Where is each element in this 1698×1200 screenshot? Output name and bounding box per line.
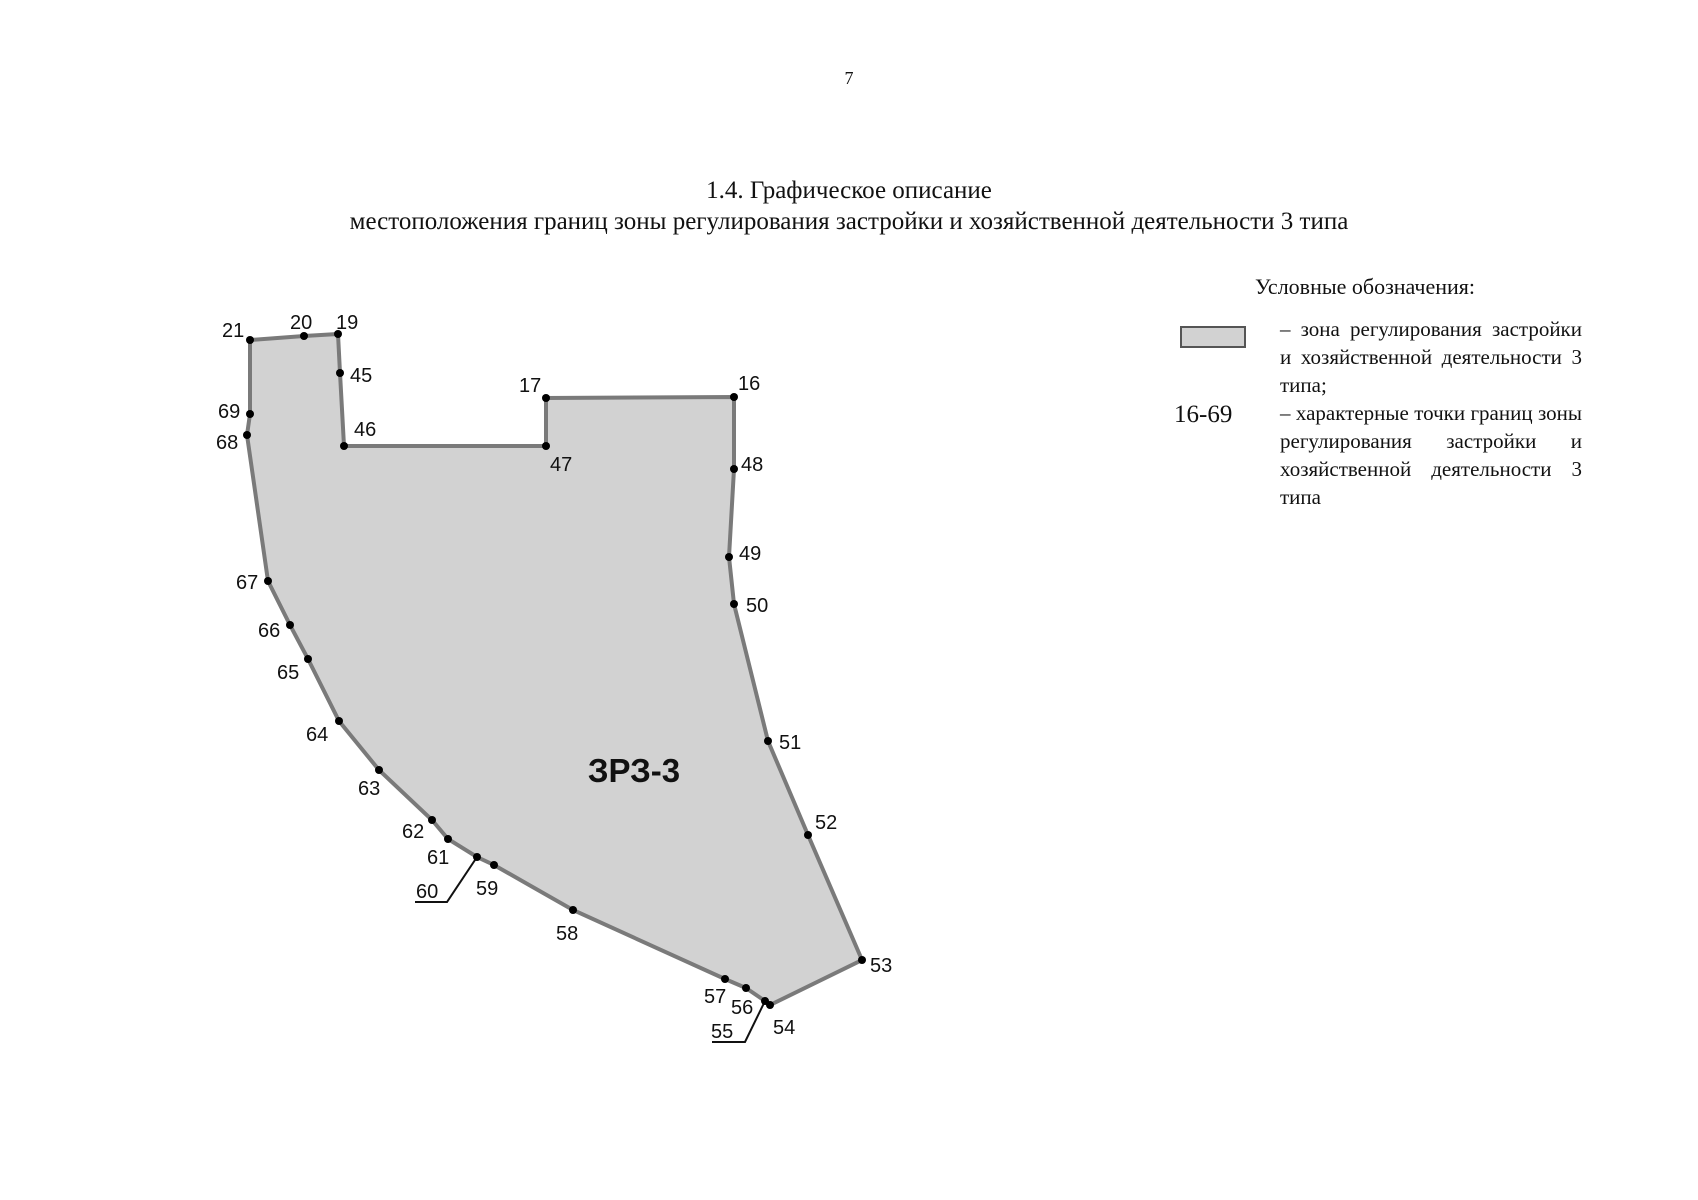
point-label-45: 45 [350,365,373,387]
point-label-67: 67 [236,572,259,594]
point-label-58: 58 [556,923,579,945]
point-label-59: 59 [476,878,499,900]
vertex-dot-67 [264,577,272,585]
vertex-dot-46 [340,442,348,450]
point-label-16: 16 [738,373,761,395]
point-label-55: 55 [711,1021,734,1043]
point-label-52: 52 [815,812,838,834]
title-line-2: местоположения границ зоны регулирования застройки и хозяйственной деятельности 3 типа [349,208,1349,235]
point-label-47: 47 [550,454,573,476]
point-label-57: 57 [704,986,727,1008]
point-label-51: 51 [779,732,802,754]
point-label-20: 20 [290,312,313,334]
vertex-dot-62 [428,816,436,824]
vertex-dot-64 [335,717,343,725]
legend-points-text: – характерные точки границ зоны регулирования застройки и хозяйственной деятельности 3 типа [1280,401,1582,509]
point-label-60: 60 [416,881,439,903]
vertex-dot-66 [286,621,294,629]
zone-label: ЗРЗ-3 [587,752,681,789]
point-label-62: 62 [402,821,425,843]
vertex-dot-48 [730,465,738,473]
point-label-54: 54 [773,1017,796,1039]
point-label-48: 48 [741,454,764,476]
legend-title: Условные обозначения: [1255,274,1476,299]
vertex-dot-53 [858,956,866,964]
vertex-dot-52 [804,831,812,839]
vertex-dot-49 [725,553,733,561]
page-number: 7 [844,68,854,88]
vertex-dot-68 [243,431,251,439]
title-line-1: 1.4. Графическое описание [706,177,992,204]
vertex-dot-51 [764,737,772,745]
point-label-65: 65 [277,662,300,684]
point-label-17: 17 [519,375,542,397]
vertex-dot-56 [742,984,750,992]
vertex-dot-17 [542,394,550,402]
point-label-46: 46 [354,419,377,441]
vertex-dot-58 [569,906,577,914]
vertex-dot-59 [490,861,498,869]
vertex-dot-61 [444,835,452,843]
vertex-dot-21 [246,336,254,344]
vertex-dot-65 [304,655,312,663]
point-label-61: 61 [427,847,450,869]
vertex-dot-16 [730,393,738,401]
point-label-68: 68 [216,432,239,454]
legend-points-code: 16-69 [1174,401,1233,428]
zone-polygon [247,334,862,1005]
point-label-49: 49 [739,543,762,565]
vertex-dot-55 [761,997,769,1005]
vertex-dot-45 [336,369,344,377]
vertex-dot-63 [375,766,383,774]
point-label-64: 64 [306,724,329,746]
vertex-dot-69 [246,410,254,418]
vertex-dot-50 [730,600,738,608]
legend-zone-text: – зона регулирования застройки и хозяйственной деятельности 3 типа; [1280,317,1582,397]
vertex-dot-60 [473,853,481,861]
vertex-dot-57 [721,975,729,983]
point-label-19: 19 [336,312,359,334]
point-label-50: 50 [746,595,769,617]
vertex-dot-47 [542,442,550,450]
point-label-53: 53 [870,955,893,977]
point-label-66: 66 [258,620,281,642]
point-label-69: 69 [218,401,241,423]
point-label-63: 63 [358,778,381,800]
point-label-56: 56 [731,997,754,1019]
point-label-21: 21 [222,320,245,342]
legend-zone-swatch [1180,326,1246,348]
